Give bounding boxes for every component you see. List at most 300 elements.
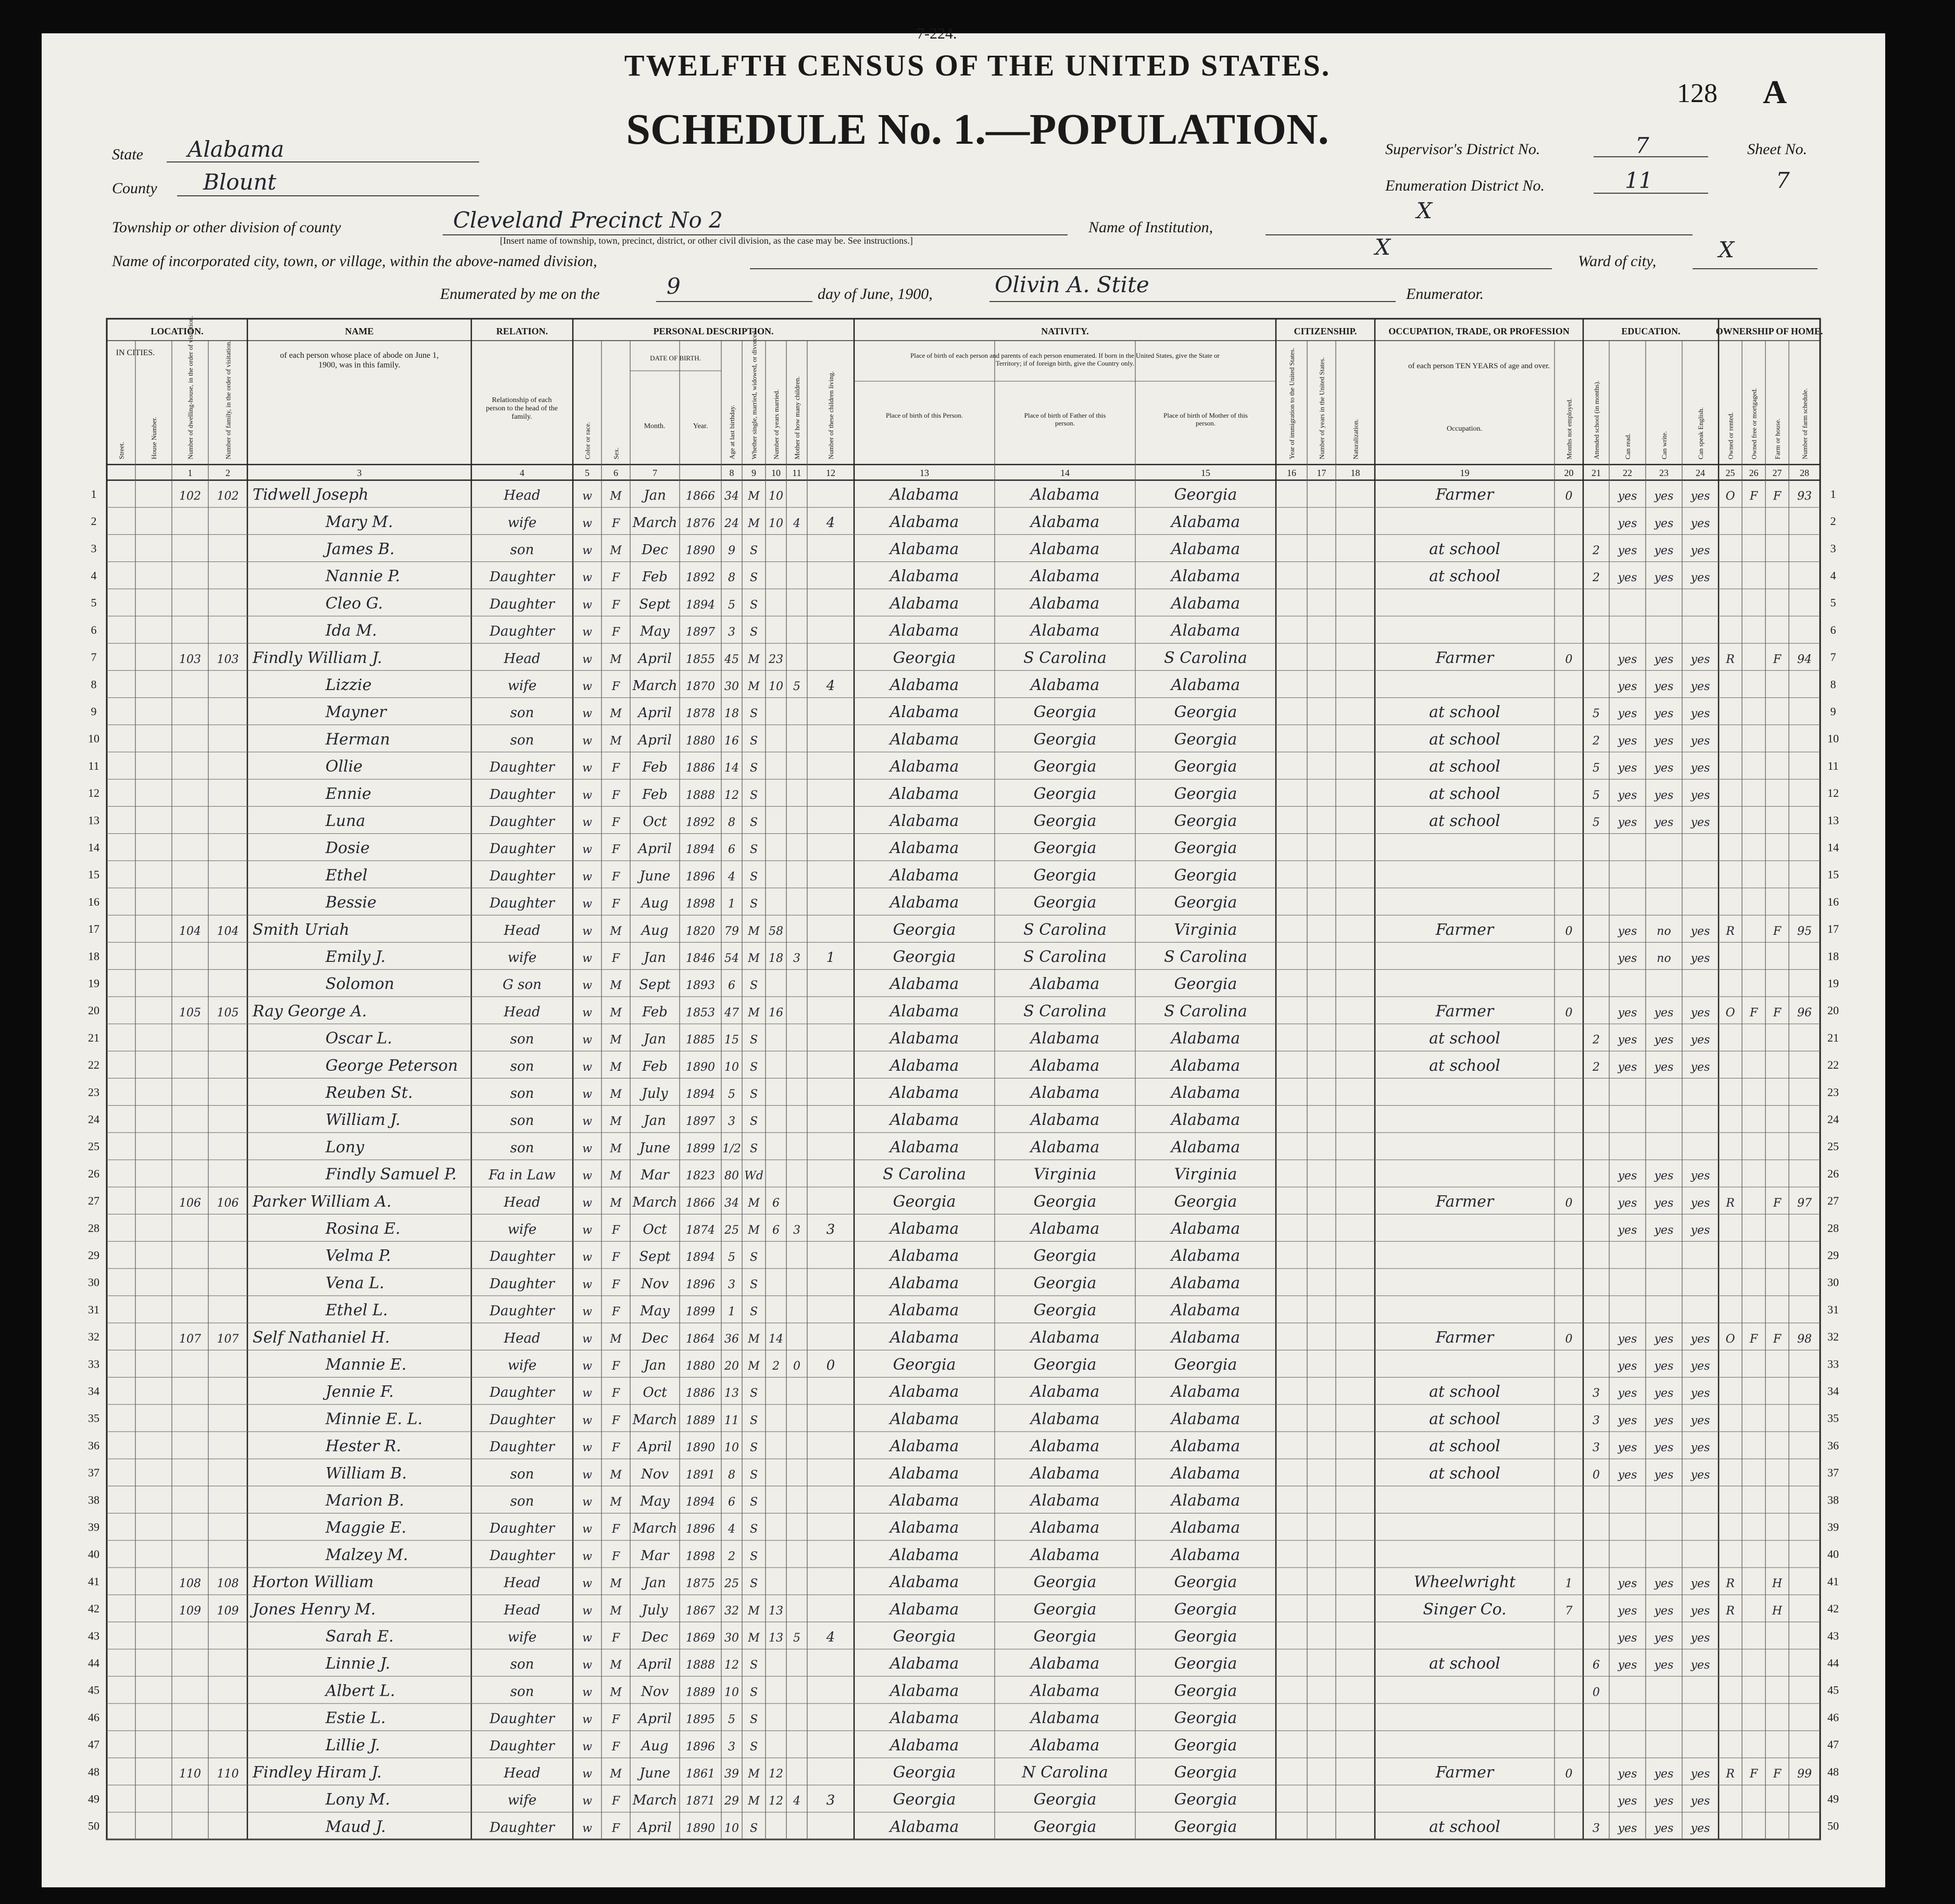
cell-mo: Oct bbox=[643, 813, 667, 830]
cell-pobf: Georgia bbox=[1033, 1573, 1097, 1592]
cell-name: James B. bbox=[325, 540, 395, 558]
column-header: Whether single, married, widowed, or divorced. bbox=[750, 329, 758, 459]
cell-sex: F bbox=[611, 1387, 620, 1400]
cell-rel: Daughter bbox=[490, 1412, 555, 1428]
cell-mar: S bbox=[749, 897, 758, 911]
cell-age: 10 bbox=[724, 1686, 739, 1699]
cell-rel: Daughter bbox=[490, 1276, 555, 1292]
line-number: 2 bbox=[1830, 515, 1836, 528]
cell-cl: 1 bbox=[826, 949, 835, 966]
cell-pobm: Georgia bbox=[1174, 975, 1237, 994]
cell-pob: Alabama bbox=[889, 866, 959, 885]
cell-pob: Alabama bbox=[889, 1655, 959, 1673]
cell-mo: Mar bbox=[641, 1548, 669, 1564]
cell-en: yes bbox=[1690, 1033, 1710, 1047]
cell-fs: 96 bbox=[1797, 1006, 1812, 1020]
cell-sch: 2 bbox=[1593, 734, 1600, 748]
column-header: Number of farm schedule. bbox=[1801, 388, 1809, 459]
line-number: 8 bbox=[1830, 678, 1836, 691]
cell-pobf: Georgia bbox=[1033, 1600, 1097, 1619]
cell-mar: S bbox=[749, 979, 758, 993]
cell-mo: Mar bbox=[641, 1167, 669, 1183]
cell-sex: F bbox=[611, 788, 620, 802]
cell-ne: 0 bbox=[1565, 1767, 1573, 1781]
cell-en: yes bbox=[1690, 734, 1710, 748]
cell-dw: 103 bbox=[179, 653, 201, 666]
cell-yr: 1885 bbox=[686, 1033, 715, 1047]
cell-wr: yes bbox=[1654, 1822, 1674, 1835]
column-number: 24 bbox=[1696, 468, 1705, 478]
column-header: Can read. bbox=[1624, 433, 1632, 459]
cell-rd: yes bbox=[1618, 1006, 1637, 1020]
column-number: 4 bbox=[520, 468, 524, 478]
cell-dw: 104 bbox=[179, 924, 201, 938]
cell-col: w bbox=[582, 1332, 592, 1346]
cell-pobm: Alabama bbox=[1171, 1464, 1240, 1483]
table-row bbox=[322, 540, 1710, 558]
cell-pob: Georgia bbox=[893, 1790, 956, 1809]
cell-ym: 6 bbox=[772, 1223, 780, 1237]
cell-mo: June bbox=[639, 1765, 671, 1781]
cell-pob: Alabama bbox=[889, 1274, 959, 1293]
cell-en: yes bbox=[1690, 761, 1710, 775]
cell-pob: Georgia bbox=[893, 947, 956, 966]
cell-rel: son bbox=[510, 1140, 534, 1156]
cell-pobm: Georgia bbox=[1174, 1682, 1237, 1700]
cell-en: yes bbox=[1690, 1332, 1710, 1346]
cell-mo: Dec bbox=[642, 542, 668, 558]
cell-fam: 109 bbox=[217, 1604, 239, 1618]
cell-mo: Jan bbox=[644, 487, 666, 504]
line-number: 33 bbox=[1827, 1357, 1839, 1371]
cell-en: yes bbox=[1690, 1631, 1710, 1645]
cell-rel: Daughter bbox=[490, 1439, 555, 1455]
supervisor-district-label: Supervisor's District No. bbox=[1385, 141, 1540, 158]
cell-age: 20 bbox=[724, 1359, 739, 1373]
cell-ym: 13 bbox=[769, 1604, 783, 1618]
cell-name: Ray George A. bbox=[253, 1002, 367, 1021]
cell-mar: S bbox=[749, 1441, 758, 1455]
cell-name: Rosina E. bbox=[325, 1219, 400, 1238]
cell-en: yes bbox=[1690, 707, 1710, 721]
cell-rd: yes bbox=[1618, 571, 1637, 585]
cell-yr: 1896 bbox=[686, 1278, 715, 1292]
cell-age: 13 bbox=[724, 1387, 739, 1400]
cell-yr: 1853 bbox=[686, 1006, 715, 1020]
cell-occ: at school bbox=[1429, 1818, 1500, 1836]
cell-name: Ollie bbox=[325, 757, 363, 776]
line-number: 19 bbox=[88, 976, 99, 990]
cell-name: William B. bbox=[325, 1464, 407, 1483]
line-number: 41 bbox=[1827, 1574, 1839, 1588]
column-number: 9 bbox=[751, 468, 756, 478]
cell-age: 25 bbox=[724, 1223, 739, 1237]
cell-mo: Nov bbox=[641, 1466, 669, 1482]
cell-sex: M bbox=[610, 653, 622, 666]
group-header: RELATION. bbox=[496, 326, 548, 336]
cell-yr: 1866 bbox=[686, 490, 715, 503]
line-number: 26 bbox=[1827, 1167, 1839, 1180]
cell-sex: F bbox=[611, 761, 620, 775]
cell-age: 1 bbox=[728, 1305, 735, 1319]
line-number: 3 bbox=[1830, 542, 1836, 555]
cell-age: 79 bbox=[724, 924, 739, 938]
cell-pob: Alabama bbox=[889, 1437, 959, 1456]
column-number: 28 bbox=[1800, 468, 1809, 478]
cell-col: w bbox=[582, 1686, 592, 1699]
cell-age: 32 bbox=[724, 1604, 739, 1618]
table-row bbox=[325, 730, 1710, 748]
cell-fm: F bbox=[1749, 490, 1758, 503]
cell-occ: Farmer bbox=[1435, 648, 1494, 667]
cell-col: w bbox=[582, 951, 592, 965]
cell-col: w bbox=[582, 680, 592, 693]
in-cities-label: IN CITIES. bbox=[116, 348, 155, 357]
table-row bbox=[325, 1301, 1240, 1320]
cell-pob: Alabama bbox=[889, 594, 959, 613]
cell-rel: Daughter bbox=[490, 1249, 555, 1265]
line-number: 10 bbox=[88, 732, 99, 745]
cell-rel: Daughter bbox=[490, 759, 555, 775]
cell-occ: Farmer bbox=[1435, 1328, 1494, 1347]
cell-name: Findly William J. bbox=[253, 648, 382, 667]
cell-pobf: Alabama bbox=[1030, 1709, 1100, 1727]
cell-pobm: Georgia bbox=[1174, 757, 1237, 776]
cell-yr: 1880 bbox=[686, 1359, 715, 1373]
cell-sex: F bbox=[611, 1278, 620, 1292]
table-row bbox=[325, 1274, 1240, 1292]
cell-sex: M bbox=[610, 544, 622, 557]
cell-cl: 3 bbox=[826, 1793, 835, 1809]
cell-pob: Alabama bbox=[889, 893, 959, 912]
cell-sex: F bbox=[611, 951, 620, 965]
column-number: 5 bbox=[585, 468, 590, 478]
cell-mar: M bbox=[748, 517, 760, 530]
cell-sch: 2 bbox=[1593, 544, 1600, 557]
cell-name: Mayner bbox=[325, 703, 386, 722]
cell-sex: M bbox=[610, 1468, 622, 1482]
cell-fam: 105 bbox=[217, 1006, 239, 1020]
cell-fam: 108 bbox=[217, 1577, 239, 1590]
line-number: 41 bbox=[88, 1574, 99, 1588]
line-number: 7 bbox=[91, 650, 97, 664]
cell-rel: Daughter bbox=[490, 1521, 555, 1537]
cell-moc: 3 bbox=[793, 951, 800, 965]
line-number: 32 bbox=[1827, 1330, 1839, 1344]
cell-ym: 10 bbox=[769, 517, 783, 530]
cell-en: yes bbox=[1690, 1196, 1710, 1210]
cell-mar: S bbox=[749, 1142, 758, 1156]
column-header: Naturalization. bbox=[1351, 419, 1360, 459]
cell-en: yes bbox=[1690, 1795, 1710, 1808]
cell-pobf: Virginia bbox=[1033, 1165, 1097, 1184]
cell-mo: April bbox=[638, 732, 672, 748]
table-row bbox=[325, 1818, 1710, 1836]
cell-rd: yes bbox=[1618, 924, 1637, 938]
line-number: 15 bbox=[1827, 868, 1839, 881]
column-header: Number of dwelling-house, in the order of visitation. bbox=[186, 316, 194, 459]
cell-pobf: Alabama bbox=[1030, 1383, 1100, 1401]
cell-rd: yes bbox=[1618, 1767, 1637, 1781]
cell-rd: yes bbox=[1618, 816, 1637, 829]
cell-yr: 1855 bbox=[686, 653, 715, 666]
line-number: 32 bbox=[88, 1330, 99, 1344]
cell-pobf: Alabama bbox=[1030, 975, 1100, 994]
cell-pob: Alabama bbox=[889, 811, 959, 830]
cell-name: William J. bbox=[325, 1111, 400, 1130]
table-row bbox=[325, 758, 1710, 776]
cell-col: w bbox=[582, 1142, 592, 1156]
cell-wr: yes bbox=[1654, 653, 1674, 666]
cell-rd: yes bbox=[1618, 1223, 1637, 1237]
table-row bbox=[325, 1057, 1710, 1075]
cell-en: yes bbox=[1690, 544, 1710, 557]
cell-cl: 0 bbox=[826, 1357, 835, 1373]
cell-pobf: Alabama bbox=[1030, 1410, 1100, 1429]
city-value: X bbox=[1375, 234, 1390, 260]
cell-sex: F bbox=[611, 1305, 620, 1319]
column-header: Number of years married. bbox=[772, 389, 780, 459]
cell-mar: S bbox=[749, 1495, 758, 1509]
column-number: 3 bbox=[357, 468, 362, 478]
cell-col: w bbox=[582, 897, 592, 911]
cell-mo: Feb bbox=[642, 786, 668, 803]
cell-name: Nannie P. bbox=[325, 567, 400, 586]
cell-col: w bbox=[582, 571, 592, 585]
line-number: 45 bbox=[88, 1683, 99, 1697]
name-description: of each person whose place of abode on June 1, bbox=[280, 351, 439, 360]
cell-rel: Daughter bbox=[490, 1385, 555, 1401]
cell-pob: Alabama bbox=[889, 1056, 959, 1075]
cell-mar: S bbox=[749, 1577, 758, 1590]
cell-pobf: Georgia bbox=[1033, 1274, 1097, 1293]
cell-mo: Dec bbox=[642, 1330, 668, 1346]
cell-rd: yes bbox=[1618, 490, 1637, 503]
cell-sex: F bbox=[611, 1631, 620, 1645]
line-number: 48 bbox=[1827, 1765, 1839, 1778]
occupation-description: of each person TEN YEARS of age and over. bbox=[1408, 362, 1550, 370]
cell-mo: March bbox=[632, 1412, 678, 1428]
cell-occ: at school bbox=[1429, 730, 1500, 749]
cell-yr: 1896 bbox=[686, 1523, 715, 1536]
cell-name: Vena L. bbox=[325, 1274, 384, 1293]
cell-pobm: Georgia bbox=[1174, 811, 1237, 830]
line-number: 46 bbox=[88, 1710, 99, 1724]
enumeration-district-label: Enumeration District No. bbox=[1385, 177, 1545, 194]
column-number: 21 bbox=[1591, 468, 1601, 478]
cell-mo: Nov bbox=[641, 1276, 669, 1292]
line-number: 31 bbox=[1827, 1302, 1839, 1316]
cell-own: R bbox=[1726, 1767, 1735, 1781]
table-row bbox=[322, 1383, 1710, 1401]
cell-wr: yes bbox=[1654, 1060, 1674, 1074]
sheet-number-printed: 128 bbox=[1677, 79, 1718, 108]
cell-rel: Daughter bbox=[490, 895, 555, 911]
cell-ym: 6 bbox=[772, 1196, 780, 1210]
cell-pobm: Alabama bbox=[1171, 1546, 1240, 1564]
cell-age: 4 bbox=[728, 870, 735, 884]
cell-rel: Head bbox=[504, 1602, 541, 1618]
cell-name: Dosie bbox=[325, 839, 370, 858]
cell-sex: M bbox=[610, 1686, 622, 1699]
cell-pob: Alabama bbox=[889, 1219, 959, 1238]
column-number: 26 bbox=[1749, 468, 1759, 478]
month-header: Month. bbox=[644, 422, 666, 430]
cell-occ: Farmer bbox=[1435, 1763, 1494, 1782]
cell-sex: F bbox=[611, 1550, 620, 1563]
cell-ne: 0 bbox=[1565, 1006, 1573, 1020]
table-row bbox=[325, 1627, 1710, 1646]
cell-rd: yes bbox=[1618, 734, 1637, 748]
cell-en: yes bbox=[1690, 1577, 1710, 1590]
cell-sex: M bbox=[610, 1577, 622, 1590]
cell-col: w bbox=[582, 1087, 592, 1101]
cell-rel: wife bbox=[507, 1629, 537, 1645]
cell-pobm: Georgia bbox=[1174, 1192, 1237, 1211]
cell-pobm: Alabama bbox=[1171, 1437, 1240, 1456]
cell-moc: 5 bbox=[793, 680, 800, 693]
table-row bbox=[325, 703, 1710, 721]
cell-name: Velma P. bbox=[325, 1247, 391, 1266]
line-number: 21 bbox=[88, 1031, 99, 1044]
cell-yr: 1893 bbox=[686, 979, 715, 993]
cell-name: Estie L. bbox=[325, 1709, 386, 1727]
cell-yr: 1890 bbox=[686, 544, 715, 557]
cell-name: Bessie bbox=[325, 893, 377, 912]
column-header: Can write. bbox=[1660, 431, 1668, 459]
column-header: Owned free or mortgaged. bbox=[1750, 387, 1758, 459]
cell-rd: yes bbox=[1618, 1577, 1637, 1590]
cell-pobf: Alabama bbox=[1030, 594, 1100, 613]
line-number: 11 bbox=[88, 759, 99, 772]
line-number: 15 bbox=[88, 868, 99, 881]
cell-mo: March bbox=[632, 678, 678, 694]
cell-pobm: Alabama bbox=[1171, 1383, 1240, 1401]
cell-en: yes bbox=[1690, 680, 1710, 693]
column-header: Sex. bbox=[612, 447, 620, 459]
cell-cl: 4 bbox=[826, 515, 835, 531]
cell-yr: 1897 bbox=[686, 625, 715, 639]
table-row bbox=[325, 567, 1710, 585]
cell-sch: 3 bbox=[1593, 1822, 1600, 1835]
line-number: 23 bbox=[1827, 1085, 1839, 1099]
cell-en: yes bbox=[1690, 1359, 1710, 1373]
cell-fs: 94 bbox=[1797, 653, 1812, 666]
cell-pobf: Alabama bbox=[1030, 1029, 1100, 1048]
cell-yr: 1895 bbox=[686, 1713, 715, 1726]
cell-wr: yes bbox=[1654, 1577, 1674, 1590]
cell-fam: 107 bbox=[217, 1332, 239, 1346]
cell-sex: F bbox=[611, 1223, 620, 1237]
column-number: 22 bbox=[1623, 468, 1632, 478]
cell-rd: yes bbox=[1618, 1033, 1637, 1047]
cell-sch: 5 bbox=[1593, 788, 1600, 802]
line-number: 47 bbox=[1827, 1738, 1839, 1751]
cell-occ: Farmer bbox=[1435, 485, 1494, 504]
cell-pobf: Georgia bbox=[1033, 811, 1097, 830]
cell-wr: yes bbox=[1654, 1332, 1674, 1346]
cell-mar: S bbox=[749, 788, 758, 802]
cell-pobm: Alabama bbox=[1171, 1056, 1240, 1075]
cell-mo: Feb bbox=[642, 1058, 668, 1074]
line-number: 19 bbox=[1827, 976, 1839, 990]
table-row bbox=[325, 1111, 1240, 1129]
cell-mo: May bbox=[640, 1303, 670, 1319]
table-row bbox=[179, 921, 1812, 939]
cell-age: 10 bbox=[724, 1441, 739, 1455]
cell-age: 5 bbox=[728, 1251, 735, 1264]
cell-ym: 14 bbox=[769, 1332, 783, 1346]
table-row bbox=[325, 513, 1710, 531]
group-header: PERSONAL DESCRIPTION. bbox=[653, 326, 774, 336]
table-row bbox=[324, 1682, 1600, 1700]
cell-sex: M bbox=[610, 1006, 622, 1020]
column-header: Number of years in the United States. bbox=[1318, 357, 1326, 459]
cell-mar: S bbox=[749, 625, 758, 639]
cell-mo: March bbox=[632, 515, 678, 531]
cell-name: Albert L. bbox=[325, 1682, 395, 1700]
cell-rd: yes bbox=[1618, 1196, 1637, 1210]
cell-wr: yes bbox=[1654, 1631, 1674, 1645]
cell-sex: M bbox=[610, 979, 622, 993]
cell-mar: S bbox=[749, 1659, 758, 1672]
line-number: 40 bbox=[88, 1547, 99, 1561]
cell-name: Lony M. bbox=[325, 1790, 391, 1809]
cell-en: yes bbox=[1690, 653, 1710, 666]
cell-pobf: S Carolina bbox=[1023, 920, 1107, 939]
cell-sch: 3 bbox=[1593, 1414, 1600, 1427]
cell-fh: F bbox=[1773, 1767, 1782, 1781]
cell-col: w bbox=[582, 1196, 592, 1210]
cell-mo: April bbox=[638, 841, 672, 857]
cell-sch: 3 bbox=[1593, 1441, 1600, 1455]
line-number: 34 bbox=[1827, 1384, 1839, 1398]
cell-en: yes bbox=[1690, 1414, 1710, 1427]
cell-rd: yes bbox=[1618, 1359, 1637, 1373]
group-header: EDUCATION. bbox=[1621, 326, 1681, 336]
cell-name: George Peterson bbox=[325, 1056, 458, 1075]
cell-rel: son bbox=[510, 1058, 534, 1074]
cell-yr: 1823 bbox=[686, 1169, 715, 1183]
cell-age: 30 bbox=[724, 1631, 739, 1645]
column-header: Attended school (in months). bbox=[1593, 380, 1600, 459]
line-number: 45 bbox=[1827, 1683, 1839, 1697]
line-number: 5 bbox=[1830, 596, 1836, 609]
table-row bbox=[325, 1138, 1240, 1156]
cell-age: 15 bbox=[724, 1033, 739, 1047]
cell-rel: son bbox=[510, 1113, 534, 1129]
cell-yr: 1864 bbox=[686, 1332, 715, 1346]
cell-en: yes bbox=[1690, 1822, 1710, 1835]
table-row bbox=[325, 1655, 1710, 1673]
cell-sex: M bbox=[610, 1196, 622, 1210]
cell-mar: M bbox=[748, 924, 760, 938]
line-number: 25 bbox=[1827, 1139, 1839, 1153]
cell-mar: S bbox=[749, 1713, 758, 1726]
cell-occ: Wheelwright bbox=[1413, 1573, 1516, 1592]
line-number: 12 bbox=[1827, 786, 1839, 800]
line-number: 49 bbox=[1827, 1792, 1839, 1806]
cell-moc: 0 bbox=[793, 1359, 800, 1373]
line-number: 11 bbox=[1827, 759, 1839, 772]
cell-wr: yes bbox=[1654, 1414, 1674, 1427]
cell-pobf: Georgia bbox=[1033, 1247, 1097, 1266]
cell-col: w bbox=[582, 788, 592, 802]
cell-fh: F bbox=[1773, 653, 1782, 666]
line-number: 12 bbox=[88, 786, 99, 800]
cell-mar: Wd bbox=[744, 1169, 763, 1183]
cell-pobm: Georgia bbox=[1174, 1355, 1237, 1374]
